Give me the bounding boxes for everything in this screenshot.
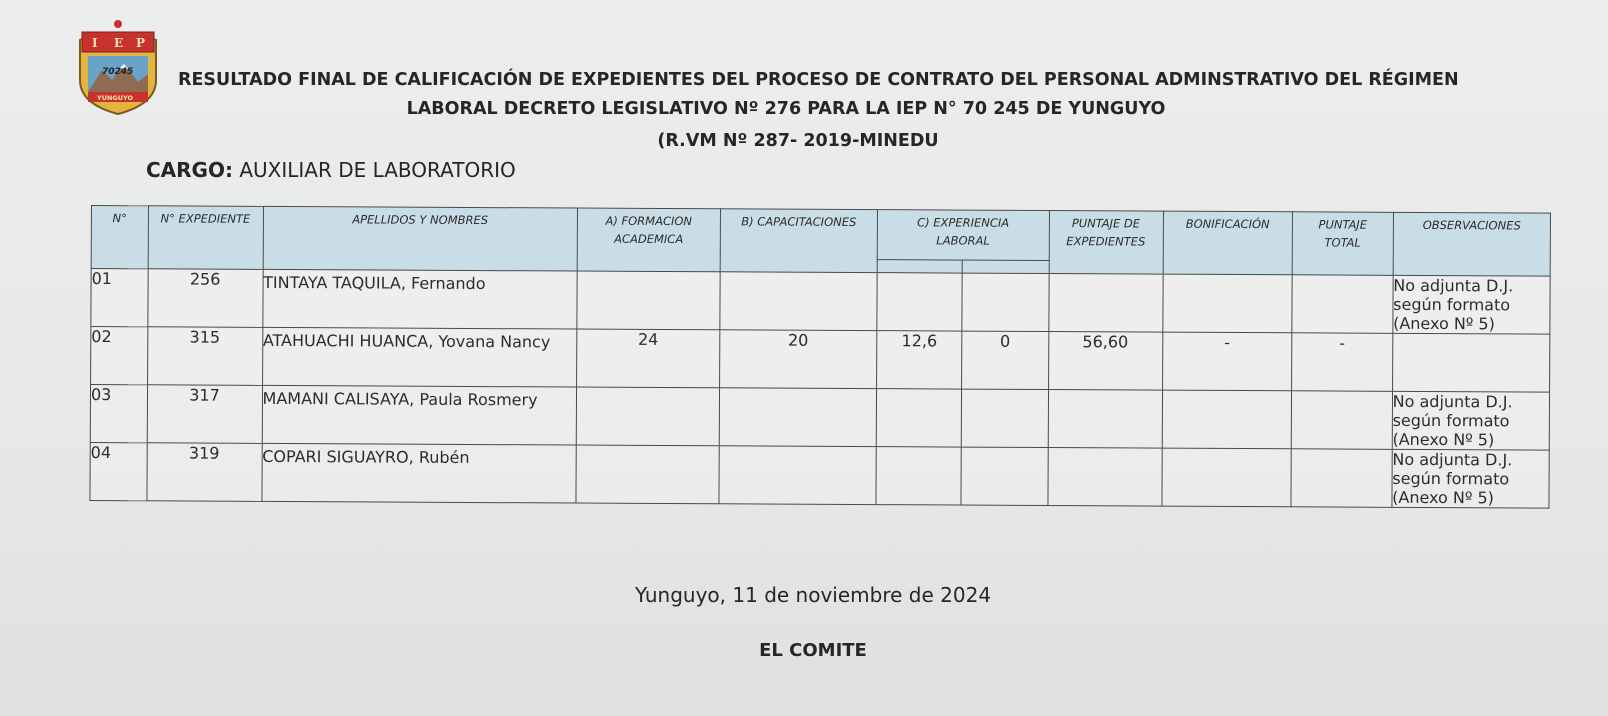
logo-letter-e: E: [114, 36, 124, 50]
cell-puntaje-total: [1291, 391, 1392, 450]
cell-capacitaciones: [719, 446, 876, 505]
committee-signature: EL COMITE: [759, 640, 867, 661]
col-header-puntaje-expedientes: PUNTAJE DE EXPEDIENTES: [1049, 211, 1163, 275]
cell-puntaje-expedientes: [1047, 448, 1161, 507]
cell-observaciones: No adjunta D.J. según formato (Anexo Nº 5): [1392, 449, 1550, 508]
cell-capacitaciones: 20: [719, 330, 876, 389]
cell-nombres: TINTAYA TAQUILA, Fernando: [262, 269, 577, 329]
cell-experiencia-b: [962, 273, 1049, 331]
col-header-expediente: N° EXPEDIENTE: [148, 206, 263, 270]
cell-formacion: [577, 271, 720, 330]
cell-experiencia-a: [877, 273, 963, 331]
col-header-puntaje-total: PUNTAJE TOTAL: [1292, 212, 1393, 276]
cell-experiencia-b: [961, 447, 1048, 505]
cell-puntaje-expedientes: [1048, 390, 1162, 449]
cargo-value: AUXILIAR DE LABORATORIO: [239, 158, 516, 182]
cell-bonificacion: [1162, 448, 1292, 507]
table-row: [91, 269, 1550, 335]
cell-expediente: 317: [147, 385, 262, 444]
cell-experiencia-b: [961, 389, 1048, 447]
logo-letter-i: I: [92, 36, 98, 50]
cell-experiencia-a: 12,6: [877, 331, 963, 389]
col-header-experiencia-sub-a: [877, 260, 962, 273]
cell-bonificacion: -: [1162, 332, 1292, 391]
cargo-label: CARGO:: [146, 158, 233, 182]
col-header-experiencia-sub-b: [962, 260, 1048, 273]
table-row: [90, 442, 1549, 508]
cell-observaciones: [1392, 333, 1550, 392]
cell-capacitaciones: [719, 388, 876, 447]
col-header-formacion: A) FORMACION ACADEMICA: [577, 208, 720, 272]
cell-expediente: 319: [146, 443, 261, 502]
cell-num: 02: [91, 327, 148, 385]
table-row: [90, 385, 1549, 451]
col-header-observaciones: OBSERVACIONES: [1393, 212, 1551, 276]
cell-bonificacion: [1162, 274, 1292, 333]
document-title-line-2: LABORAL DECRETO LEGISLATIVO Nº 276 PARA LA IEP N° 70 245 DE YUNGUYO: [406, 99, 1166, 119]
cell-formacion: [576, 445, 719, 504]
cell-num: 03: [90, 385, 147, 443]
logo-letter-p: P: [136, 36, 146, 50]
document-title-line-3: (R.VM Nº 287- 2019-MINEDU: [657, 131, 939, 151]
col-header-bonificacion: BONIFICACIÓN: [1163, 211, 1293, 275]
cell-puntaje-total: [1292, 275, 1393, 334]
cell-num: 04: [90, 442, 147, 500]
document-title-line-1: RESULTADO FINAL DE CALIFICACIÓN DE EXPEDIENTES DEL PROCESO DE CONTRATO DEL PERSONAL ADMINSTRATIVO DEL RÉGIMEN: [178, 70, 1459, 90]
cell-experiencia-a: [876, 389, 962, 447]
cell-capacitaciones: [720, 272, 877, 331]
table-row: [91, 327, 1550, 393]
cell-bonificacion: [1162, 390, 1292, 449]
cell-observaciones: No adjunta D.J. según formato (Anexo Nº 5): [1392, 391, 1550, 450]
col-header-capacitaciones: B) CAPACITACIONES: [720, 209, 878, 273]
cell-formacion: 24: [577, 329, 720, 388]
document-date: Yunguyo, 11 de noviembre de 2024: [634, 583, 992, 607]
cell-experiencia-b: 0: [962, 331, 1049, 389]
cargo-line: [146, 158, 516, 182]
cell-nombres: MAMANI CALISAYA, Paula Rosmery: [262, 385, 577, 445]
cell-expediente: 315: [147, 327, 262, 386]
cell-experiencia-a: [876, 447, 962, 505]
col-header-experiencia: C) EXPERIENCIA LABORAL: [877, 210, 1049, 261]
cell-formacion: [576, 387, 719, 446]
col-header-nombres: APELLIDOS Y NOMBRES: [263, 206, 578, 271]
cell-puntaje-total: -: [1292, 333, 1393, 392]
cell-num: 01: [91, 269, 148, 327]
cell-nombres: COPARI SIGUAYRO, Rubén: [262, 443, 577, 503]
cell-puntaje-total: [1291, 449, 1392, 508]
cell-expediente: 256: [147, 269, 262, 328]
logo-number: 70245: [102, 67, 134, 77]
logo-place: YUNGUYO: [97, 94, 134, 102]
col-header-num: N°: [91, 206, 148, 269]
cell-puntaje-expedientes: 56,60: [1048, 332, 1162, 391]
results-table: [89, 205, 1551, 509]
cell-nombres: ATAHUACHI HUANCA, Yovana Nancy: [262, 327, 577, 387]
cell-puntaje-expedientes: [1048, 274, 1162, 333]
cell-observaciones: No adjunta D.J. según formato (Anexo Nº 5): [1393, 275, 1551, 334]
